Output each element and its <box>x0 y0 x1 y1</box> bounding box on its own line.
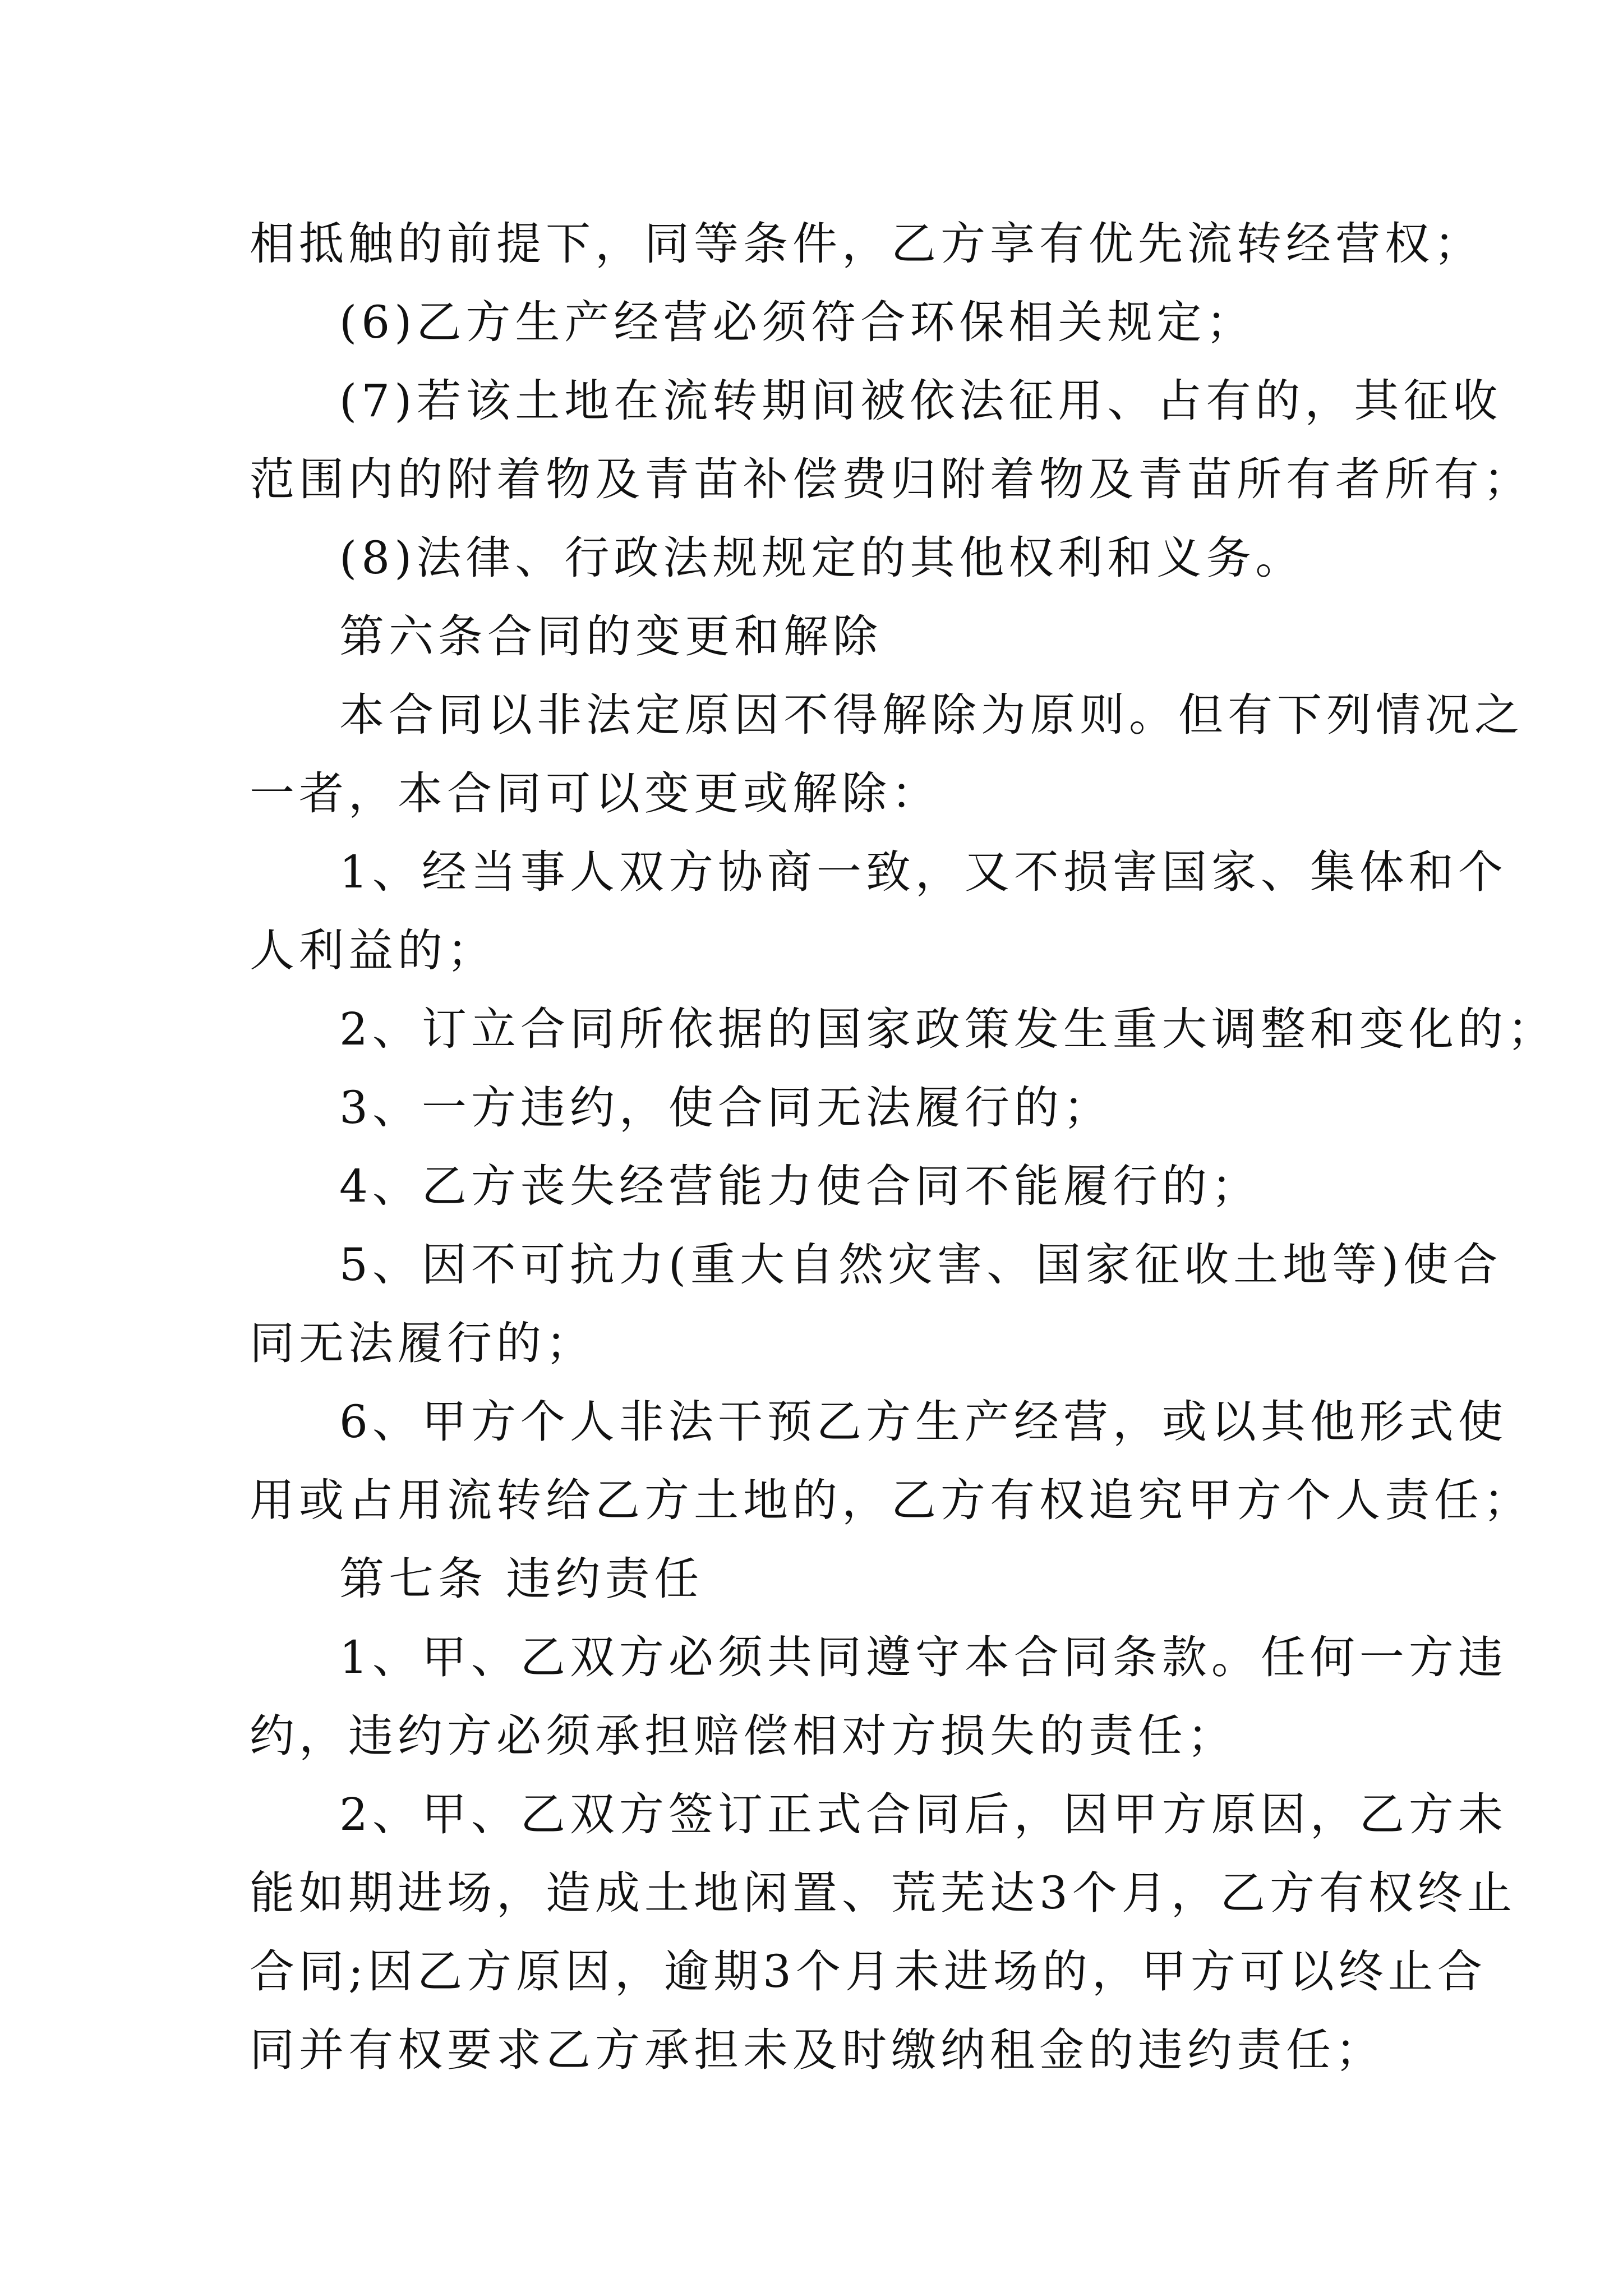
text-line: 2、订立合同所依据的国家政策发生重大调整和变化的； <box>339 1003 1557 1055</box>
text-line: 1、经当事人双方协商一致，又不损害国家、集体和个 <box>339 846 1507 898</box>
text-line: (8)法律、行政法规规定的其他权利和义务。 <box>339 532 1305 584</box>
text-line: 能如期进场，造成土地闲置、荒芜达3个月，乙方有权终止 <box>250 1867 1516 1919</box>
section-heading: 第六条合同的变更和解除 <box>339 610 882 662</box>
text-line: 3、一方违约，使合同无法履行的； <box>339 1082 1113 1134</box>
text-line: 4、乙方丧失经营能力使合同不能履行的； <box>339 1160 1261 1212</box>
text-line: 5、因不可抗力(重大自然灾害、国家征收土地等)使合 <box>339 1239 1502 1291</box>
text-line: 合同;因乙方原因，逾期3个月未进场的，甲方可以终止合 <box>250 1945 1487 1998</box>
text-line: 本合同以非法定原因不得解除为原则。但有下列情况之 <box>339 689 1524 741</box>
text-line: 用或占用流转给乙方土地的，乙方有权追究甲方个人责任； <box>250 1474 1533 1526</box>
text-line: 同并有权要求乙方承担未及时缴纳租金的违约责任； <box>250 2024 1385 2076</box>
text-line: 1、甲、乙双方必须共同遵守本合同条款。任何一方违 <box>339 1631 1507 1683</box>
text-line: (6)乙方生产经营必须符合环保相关规定； <box>339 296 1256 348</box>
text-line: 2、甲、乙双方签订正式合同后，因甲方原因，乙方未 <box>339 1788 1507 1841</box>
text-line: 约，违约方必须承担赔偿相对方损失的责任； <box>250 1710 1237 1762</box>
text-line: 同无法履行的； <box>250 1317 595 1369</box>
text-line: (7)若该土地在流转期间被依法征用、占有的，其征收 <box>339 375 1502 427</box>
text-line: 一者，本合同可以变更或解除： <box>250 767 940 820</box>
text-line: 6、甲方个人非法干预乙方生产经营，或以其他形式使 <box>339 1396 1507 1448</box>
text-line: 人利益的； <box>250 924 496 977</box>
section-heading: 第七条 违约责任 <box>339 1553 704 1605</box>
text-line: 范围内的附着物及青苗补偿费归附着物及青苗所有者所有； <box>250 453 1533 505</box>
text-line: 相抵触的前提下，同等条件，乙方享有优先流转经营权； <box>250 218 1483 270</box>
